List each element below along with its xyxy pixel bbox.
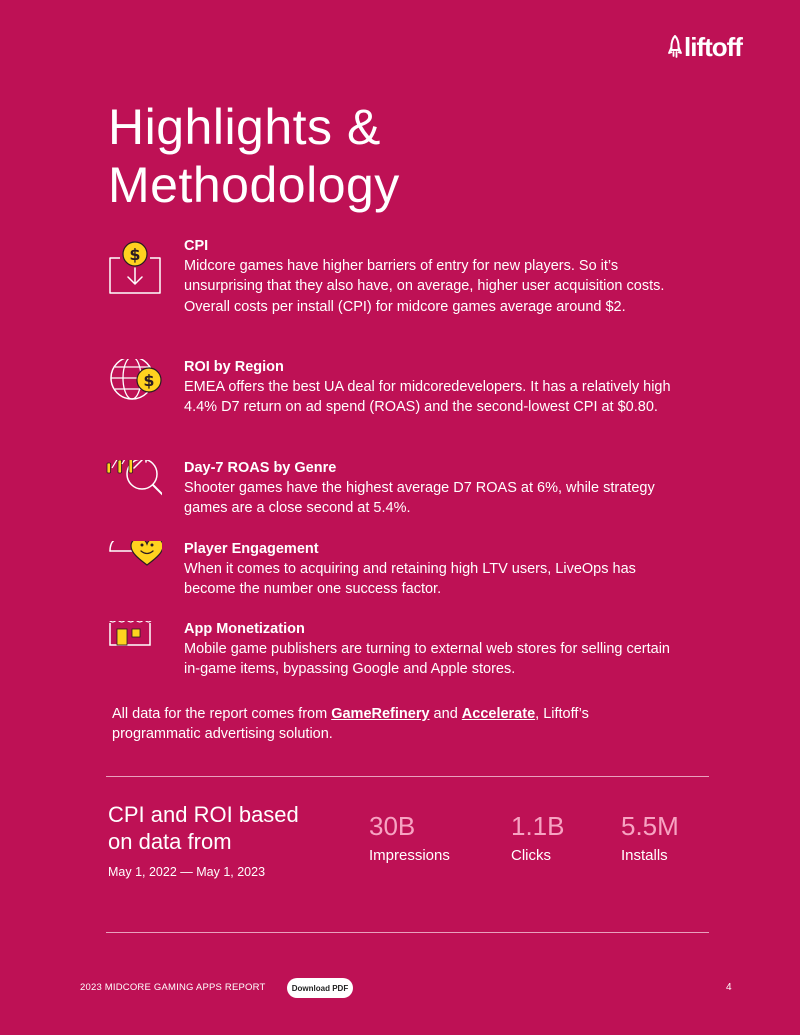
highlight-body: Mobile game publishers are turning to external web stores for selling certain in-game items, bypassing Google and Apple stores. (184, 641, 670, 678)
highlight-body: EMEA offers the best UA deal for midcoredevelopers. It has a relatively high 4.4% D7 return on ad spend (ROAS) and the second-lowest CPI at $0.80. (184, 379, 671, 416)
stat-impressions (369, 811, 450, 864)
highlight-heading: ROI by Region (184, 359, 284, 375)
stat-clicks (511, 811, 565, 864)
source-middle: and (429, 706, 462, 722)
stat-value: 1.1B (511, 811, 565, 841)
page-title-line-2: Methodology (108, 157, 400, 213)
report-title: 2023 MIDCORE GAMING APPS REPORT (80, 982, 266, 993)
date-range: May 1, 2022 — May 1, 2023 (108, 865, 266, 879)
divider-top (106, 776, 709, 777)
liftoff-logo (668, 34, 742, 60)
gamerefinery-link[interactable]: GameRefinery (331, 706, 430, 722)
brand-name: liftoff (684, 32, 742, 62)
stat-value: 5.5M (621, 811, 679, 841)
rocket-icon (668, 35, 682, 59)
user-heart-icon (106, 541, 162, 601)
stat-label: Installs (621, 847, 668, 864)
stat-value: 30B (369, 811, 416, 841)
stat-label: Clicks (511, 847, 551, 864)
highlight-heading: App Monetization (184, 621, 305, 637)
stats-heading-line-1: CPI and ROI based (108, 802, 299, 827)
storefront-icon (106, 621, 162, 681)
highlight-body: When it comes to acquiring and retaining high LTV users, LiveOps has become the number one success factor. (184, 561, 636, 598)
dollar-download-icon (106, 238, 162, 298)
highlight-heading: Player Engagement (184, 541, 319, 557)
divider-bottom (106, 932, 709, 933)
highlight-body: Shooter games have the highest average D7 ROAS at 6%, while strategy games are a close second at 5.4%. (184, 480, 655, 517)
data-source-note (112, 704, 672, 744)
svg-text:$: $ (129, 245, 141, 264)
page-title-line-1: Highlights & (108, 99, 381, 155)
globe-dollar-icon (106, 359, 162, 419)
download-pdf-button[interactable]: Download PDF (287, 978, 353, 998)
highlight-body: Midcore games have higher barriers of entry for new players. So it’s unsurprising that they also have, on average, higher user acquisition costs. Overall costs per install (CPI) for midcore games average around $2. (184, 258, 665, 315)
accelerate-link[interactable]: Accelerate (461, 706, 536, 722)
highlight-heading: CPI (184, 238, 209, 254)
stat-label: Impressions (369, 847, 450, 864)
svg-text:$: $ (143, 371, 155, 390)
stats-heading (108, 801, 299, 855)
chart-magnifier-icon (106, 460, 162, 520)
source-prefix: All data for the report comes from (112, 706, 332, 722)
stat-installs (621, 811, 679, 864)
stats-heading-line-2: on data from (108, 829, 232, 854)
highlight-heading: Day-7 ROAS by Genre (184, 460, 337, 476)
source-suffix: , Liftoff’s programmatic advertising solution. (112, 706, 589, 742)
page-title (108, 98, 400, 214)
page-number: 4 (726, 982, 732, 993)
